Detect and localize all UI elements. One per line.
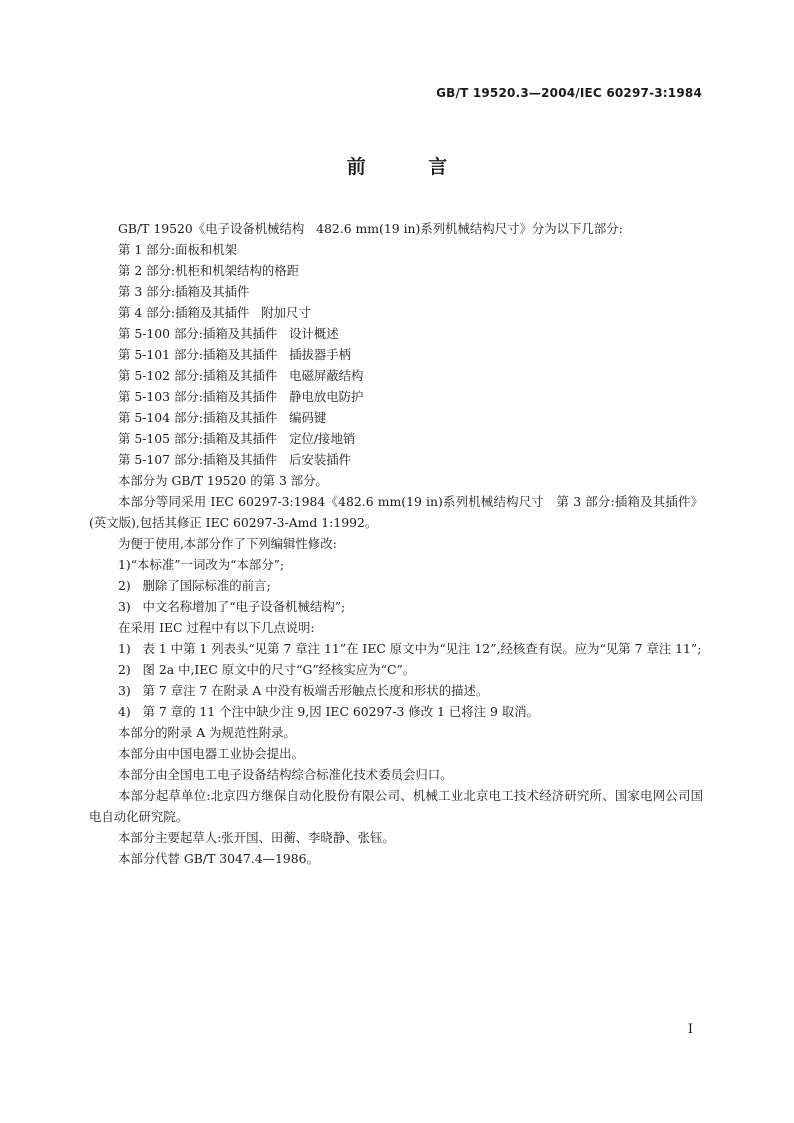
list-item-part-5-103: 第 5-103 部分:插箱及其插件 静电放电防护 — [118, 389, 364, 404]
paragraph-replaces: 本部分代替 GB/T 3047.4—1986。 — [118, 851, 319, 866]
paragraph-adoption: 本部分等同采用 IEC 60297-3:1984《482.6 mm(19 in)系列机械结构尺寸 第 3 部分:插箱及其插件》(英文版),包括其修正 IEC 60297-3-Amd 1:1992。 — [89, 494, 703, 530]
paragraph-part-statement: 本部分为 GB/T 19520 的第 3 部分。 — [118, 473, 328, 488]
editorial-item-1: 1)“本标准”一词改为“本部分”; — [118, 557, 285, 572]
note-item-2: 2) 图 2a 中,IEC 原文中的尺寸“G”经核实应为“C”。 — [118, 662, 416, 677]
editorial-item-3: 3) 中文名称增加了“电子设备机械结构”; — [118, 599, 346, 614]
list-item-part-5-107: 第 5-107 部分:插箱及其插件 后安装插件 — [118, 452, 352, 467]
list-item-part-4: 第 4 部分:插箱及其插件 附加尺寸 — [118, 305, 311, 320]
note-item-3: 3) 第 7 章注 7 在附录 A 中没有板端舌形触点长度和形状的描述。 — [118, 683, 489, 698]
paragraph-series-intro: GB/T 19520《电子设备机械结构 482.6 mm(19 in)系列机械结构尺寸》分为以下几部分: — [118, 221, 623, 236]
list-item-part-1: 第 1 部分:面板和机架 — [118, 242, 238, 257]
paragraph-notes-intro: 在采用 IEC 过程中有以下几点说明: — [118, 620, 315, 635]
list-item-part-5-102: 第 5-102 部分:插箱及其插件 电磁屏蔽结构 — [118, 368, 364, 383]
list-item-part-3: 第 3 部分:插箱及其插件 — [118, 284, 250, 299]
list-item-part-5-104: 第 5-104 部分:插箱及其插件 编码键 — [118, 410, 327, 425]
standard-number-header: GB/T 19520.3—2004/IEC 60297-3:1984 — [436, 86, 702, 100]
paragraph-proposed-by: 本部分由中国电器工业协会提出。 — [118, 746, 304, 761]
paragraph-annex: 本部分的附录 A 为规范性附录。 — [118, 725, 296, 740]
page-title: 前 言 — [346, 156, 476, 178]
paragraph-drafting-units: 本部分起草单位:北京四方继保自动化股份有限公司、机械工业北京电工技术经济研究所、国家电网公司国电自动化研究院。 — [89, 788, 703, 824]
list-item-part-5-100: 第 5-100 部分:插箱及其插件 设计概述 — [118, 326, 339, 341]
paragraph-drafters: 本部分主要起草人:张开国、田蘅、李晓静、张钰。 — [118, 830, 395, 845]
list-item-part-2: 第 2 部分:机柜和机架结构的格距 — [118, 263, 300, 278]
note-item-1: 1) 表 1 中第 1 列表头“见第 7 章注 11”在 IEC 原文中为“见注 12”,经核查有误。应为“见第 7 章注 11”; — [118, 641, 702, 656]
paragraph-administered-by: 本部分由全国电工电子设备结构综合标准化技术委员会归口。 — [118, 767, 453, 782]
page-number: I — [687, 1022, 693, 1037]
list-item-part-5-101: 第 5-101 部分:插箱及其插件 插拔器手柄 — [118, 347, 352, 362]
editorial-item-2: 2) 删除了国际标准的前言; — [118, 578, 271, 593]
foreword-body — [89, 218, 703, 869]
note-item-4: 4) 第 7 章的 11 个注中缺少注 9,因 IEC 60297-3 修改 1 已将注 9 取消。 — [118, 704, 539, 719]
paragraph-editorial-intro: 为便于使用,本部分作了下列编辑性修改: — [118, 536, 337, 551]
list-item-part-5-105: 第 5-105 部分:插箱及其插件 定位/接地销 — [118, 431, 356, 446]
